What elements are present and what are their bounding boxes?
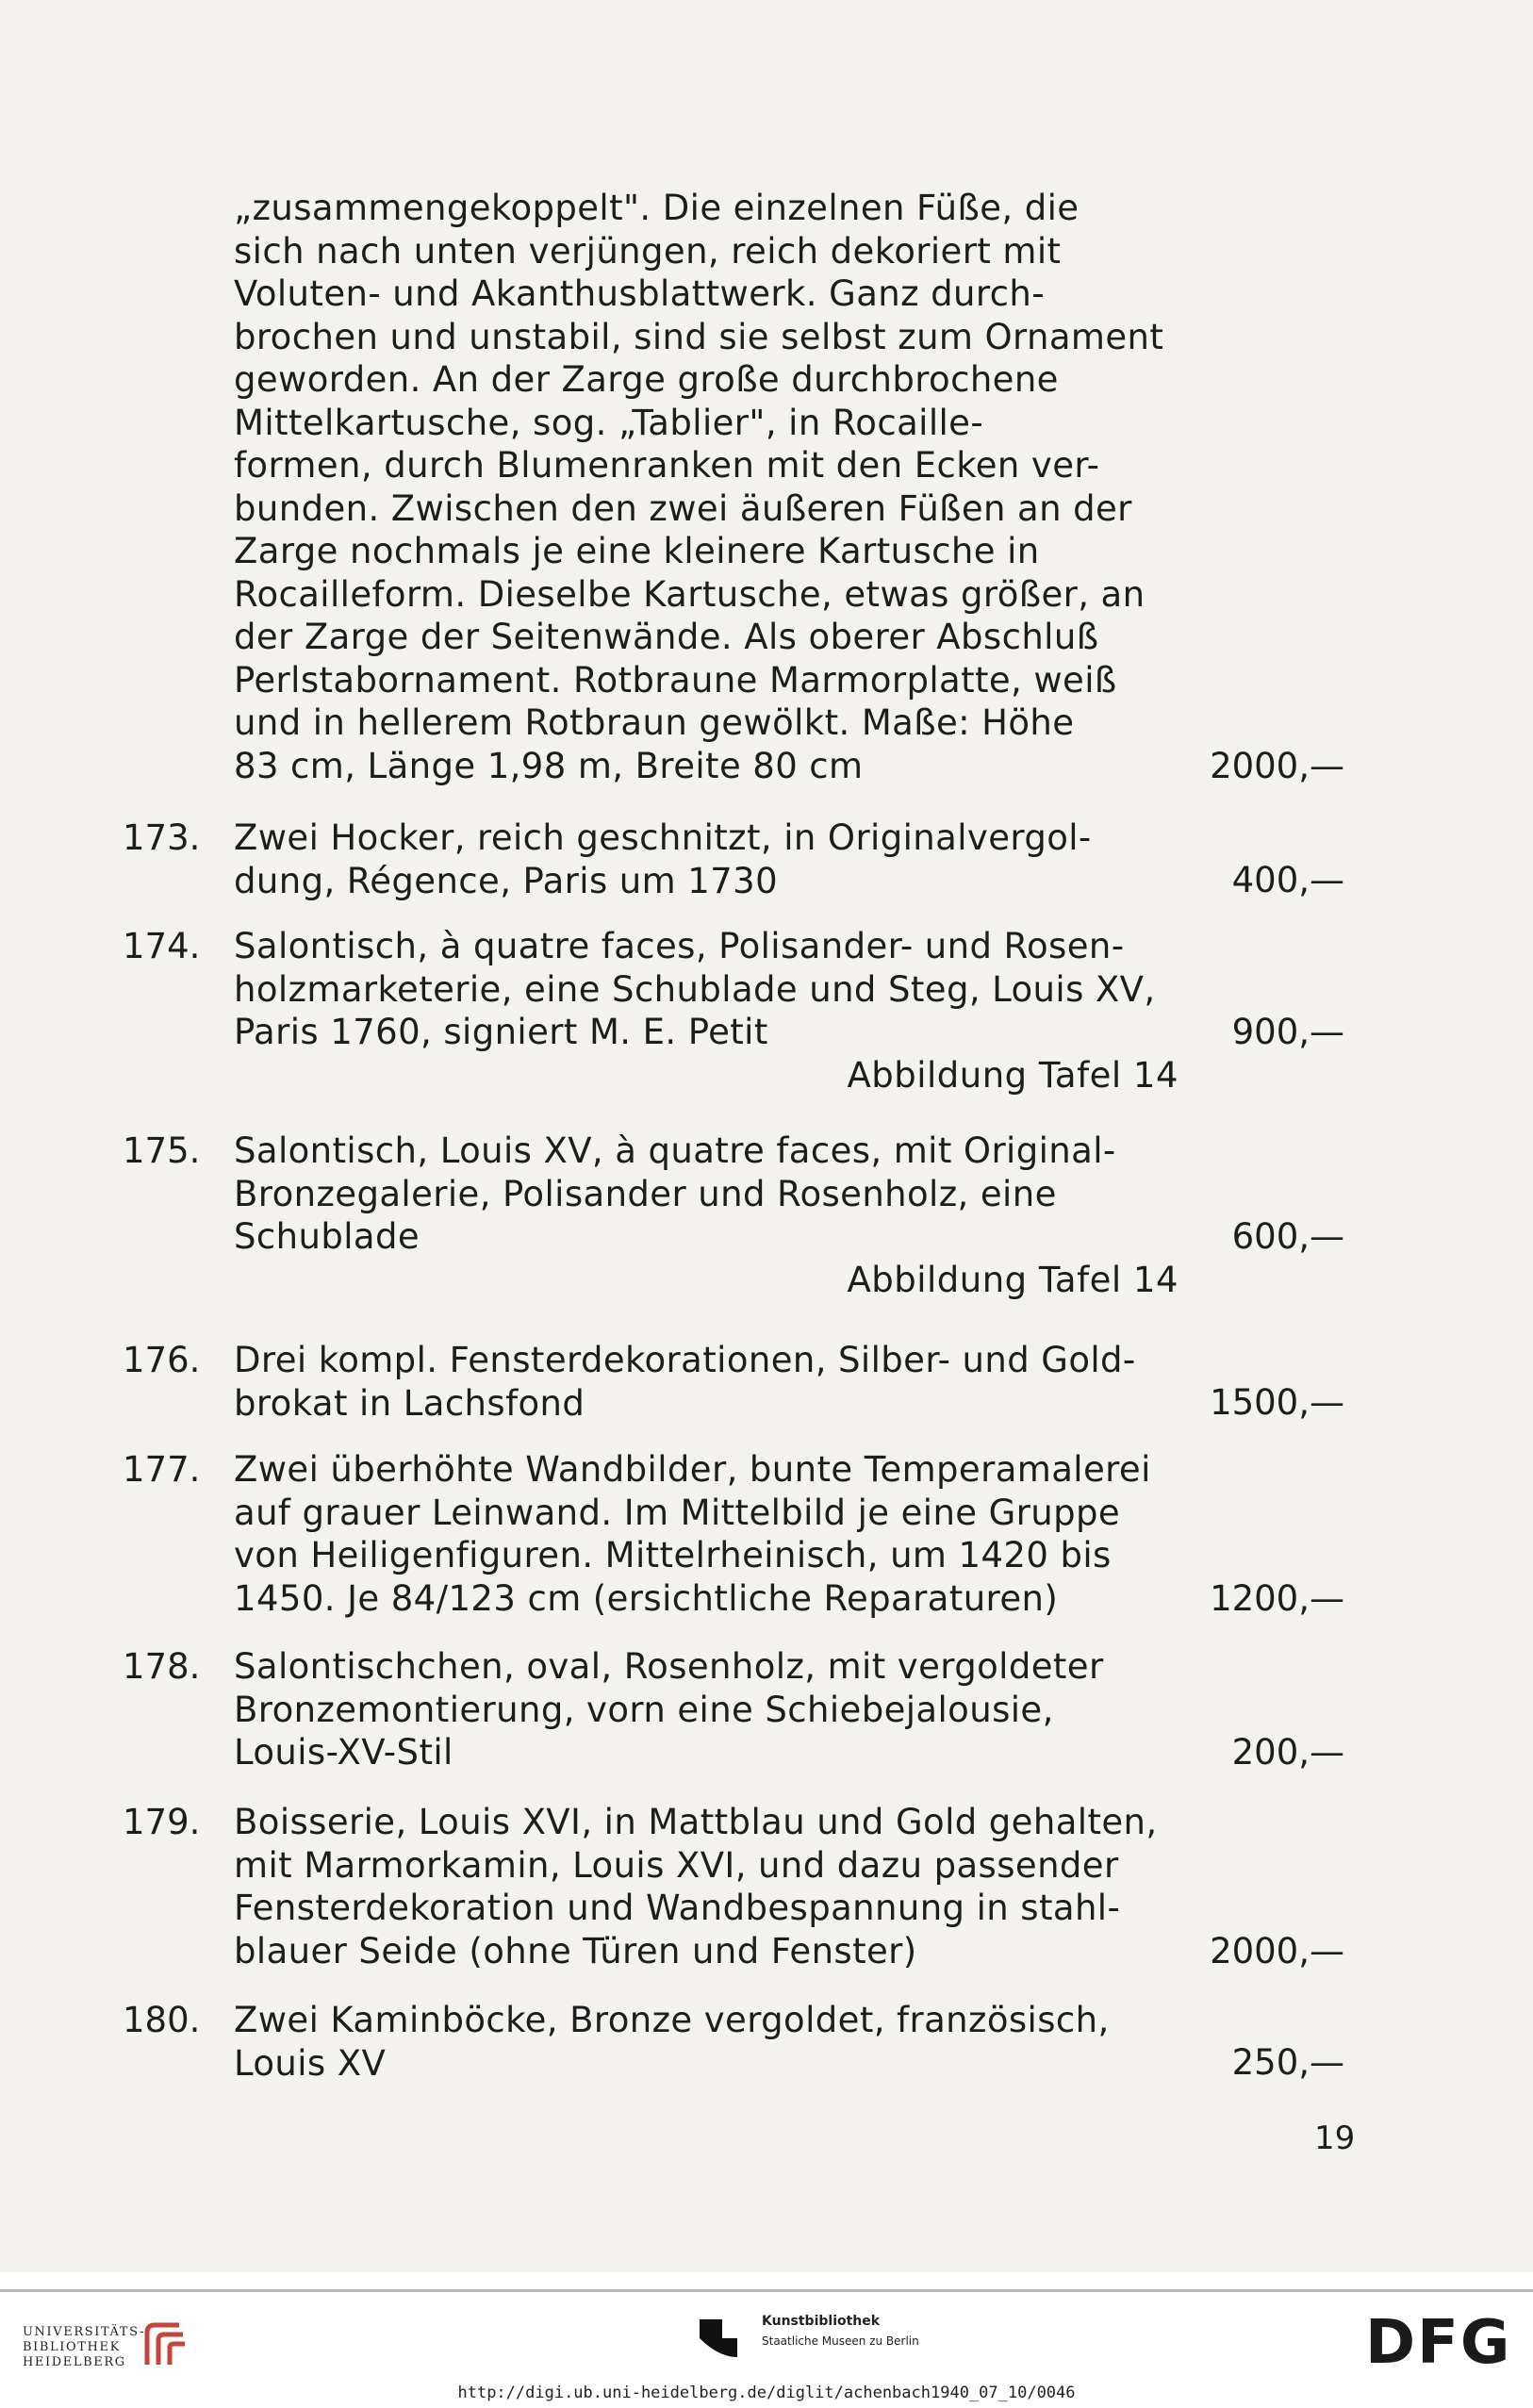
text-line: Salontisch, à quatre faces, Polisander- und Rosen- xyxy=(234,926,1125,966)
text-line: Zwei überhöhte Wandbilder, bunte Temperamalerei xyxy=(234,1449,1151,1490)
entry-number: 180. xyxy=(123,2000,201,2040)
entry-price: 200,— xyxy=(1231,1732,1344,1773)
entry-description xyxy=(234,1801,1180,1972)
entry-number: 176. xyxy=(123,1340,201,1380)
kunstbibliothek-mark-icon xyxy=(700,2319,749,2357)
text-line: Zwei Hocker, reich geschnitzt, in Originalvergol- xyxy=(234,817,1092,858)
entry-number: 179. xyxy=(123,1802,201,1842)
text-line: bunden. Zwischen den zwei äußeren Füßen an der xyxy=(234,487,1132,529)
text-line: Perlstabornament. Rotbraune Marmorplatte, weiß xyxy=(234,659,1117,701)
text-line: und in hellerem Rotbraun gewölkt. Maße: Höhe xyxy=(234,702,1075,743)
text-line: 1450. Je 84/123 cm (ersichtliche Reparaturen) xyxy=(234,1577,1059,1619)
entry-price: 1500,— xyxy=(1210,1382,1344,1423)
entry-price: 1200,— xyxy=(1210,1578,1344,1619)
entry-number: 175. xyxy=(123,1130,201,1171)
text-line: dung, Régence, Paris um 1730 xyxy=(234,860,779,901)
text-line: Louis XV xyxy=(234,2042,387,2084)
text-line: auf grauer Leinwand. Im Mittelbild je eine Gruppe xyxy=(234,1492,1121,1533)
text-line: blauer Seide (ohne Türen und Fenster) xyxy=(234,1930,917,1971)
intro-price: 2000,— xyxy=(1210,746,1344,786)
text-line: Bronzemontierung, vorn eine Schiebejalousie, xyxy=(234,1689,1054,1730)
text-line: Salontischchen, oval, Rosenholz, mit vergoldeter xyxy=(234,1646,1104,1687)
entry-description xyxy=(234,1645,1180,1774)
text-line: Bronzegalerie, Polisander und Rosenholz, eine xyxy=(234,1173,1057,1214)
entry-number: 174. xyxy=(123,926,201,966)
kb-title: Kunstbibliothek xyxy=(762,2314,881,2329)
entry-price: 400,— xyxy=(1231,860,1344,900)
footer-bar xyxy=(0,2272,1533,2408)
logo-line: HEIDELBERG xyxy=(23,2355,126,2369)
figure-reference: Abbildung Tafel 14 xyxy=(847,1055,1179,1096)
entry-description xyxy=(234,816,1180,902)
logo-line: UNIVERSITÄTS- xyxy=(23,2325,146,2339)
entry-price: 600,— xyxy=(1231,1216,1344,1257)
entry-description xyxy=(234,1448,1180,1620)
text-line: der Zarge der Seitenwände. Als oberer Abschluß xyxy=(234,617,1099,657)
entry-number: 173. xyxy=(123,817,201,858)
text-line: Drei kompl. Fensterdekorationen, Silber- und Gold- xyxy=(234,1340,1136,1380)
text-line: Boisserie, Louis XVI, in Mattblau und Gold gehalten, xyxy=(234,1802,1158,1842)
university-emblem-icon xyxy=(141,2319,190,2372)
text-line: brochen und unstabil, sind sie selbst zum Ornament xyxy=(234,316,1164,357)
text-line: 83 cm, Länge 1,98 m, Breite 80 cm xyxy=(234,745,864,786)
entry-description xyxy=(234,1130,1180,1259)
text-line: geworden. An der Zarge große durchbrochene xyxy=(234,359,1059,400)
logo-line: BIBLIOTHEK xyxy=(23,2340,121,2354)
text-line: Rocailleform. Dieselbe Kartusche, etwas größer, an xyxy=(234,573,1146,615)
text-line: Mittelkartusche, sog. „Tablier", in Rocaille- xyxy=(234,402,984,443)
entry-description xyxy=(234,1339,1180,1425)
intro-paragraph xyxy=(234,187,1180,787)
entry-price: 250,— xyxy=(1231,2042,1344,2083)
entry-number: 177. xyxy=(123,1449,201,1490)
text-line: von Heiligenfiguren. Mittelrheinisch, um 1420 bis xyxy=(234,1535,1112,1575)
text-line: formen, durch Blumenranken mit den Ecken ver- xyxy=(234,445,1100,486)
text-line: Louis-XV-Stil xyxy=(234,1732,453,1773)
footer-divider xyxy=(0,2289,1533,2292)
text-line: brokat in Lachsfond xyxy=(234,1382,585,1424)
text-line: Zwei Kaminböcke, Bronze vergoldet, französisch, xyxy=(234,2000,1110,2040)
dfg-logo[interactable]: DFG xyxy=(1365,2308,1512,2378)
entry-number: 178. xyxy=(123,1646,201,1687)
text-line: mit Marmorkamin, Louis XVI, und dazu passender xyxy=(234,1844,1119,1886)
text-line: Zarge nochmals je eine kleinere Kartusche in xyxy=(234,531,1040,571)
figure-reference: Abbildung Tafel 14 xyxy=(847,1260,1179,1300)
text-line: Paris 1760, signiert M. E. Petit xyxy=(234,1012,768,1052)
entry-description xyxy=(234,925,1180,1054)
text-line: „zusammengekoppelt". Die einzelnen Füße, die xyxy=(234,188,1080,228)
kb-subtitle: Staatliche Museen zu Berlin xyxy=(762,2334,919,2348)
entry-price: 2000,— xyxy=(1210,1931,1344,1971)
entry-price: 900,— xyxy=(1231,1012,1344,1052)
page-number: 19 xyxy=(1314,2119,1356,2157)
text-line: Voluten- und Akanthusblattwerk. Ganz durch- xyxy=(234,273,1045,314)
text-line: Salontisch, Louis XV, à quatre faces, mit Original- xyxy=(234,1130,1116,1171)
text-line: sich nach unten verjüngen, reich dekoriert mit xyxy=(234,230,1062,272)
text-line: Fensterdekoration und Wandbespannung in stahl- xyxy=(234,1888,1121,1928)
text-line: holzmarketerie, eine Schublade und Steg, Louis XV, xyxy=(234,968,1156,1010)
text-line: Schublade xyxy=(234,1216,420,1257)
permalink-url[interactable]: http://digi.ub.uni-heidelberg.de/diglit/achenbach1940_07_10/0046 xyxy=(457,2383,1076,2402)
entry-description xyxy=(234,1999,1180,2085)
